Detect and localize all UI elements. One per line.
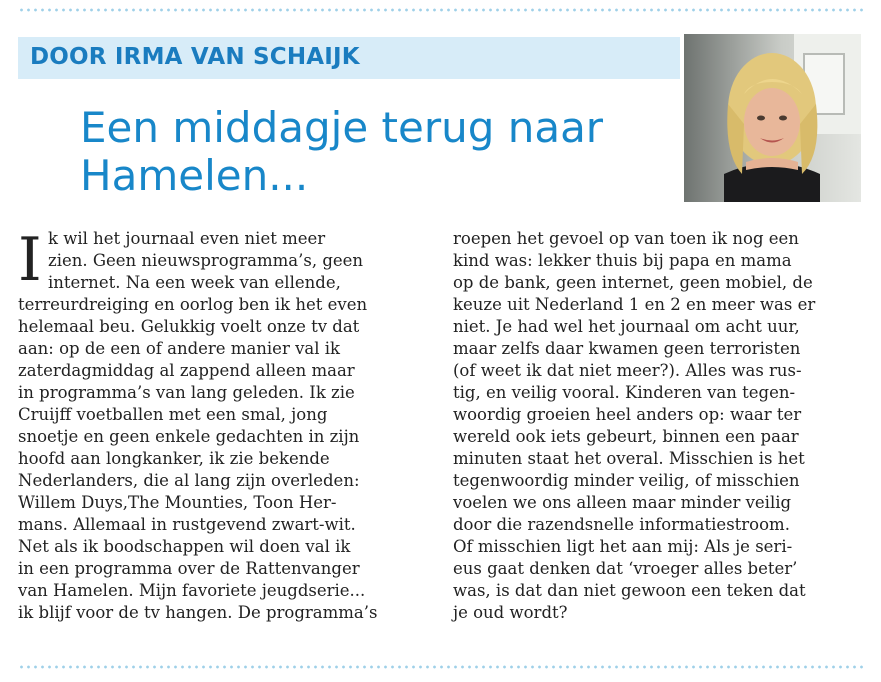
text-line: tegenwoordig minder veilig, of misschien [453,471,800,490]
text-line: niet. Je had wel het journaal om acht uur, [453,317,800,336]
headline-line-1: Een middagje terug naar [80,103,604,152]
author-photo [684,34,861,202]
text-line: hoofd aan longkanker, ik zie bekende [18,449,330,468]
text-line: roepen het gevoel op van toen ik nog een [453,229,799,248]
top-dotted-rule [18,8,863,12]
text-line: op de bank, geen internet, geen mobiel, de [453,273,813,292]
byline-text: DOOR IRMA VAN SCHAIJK [30,44,360,70]
text-line: je oud wordt? [453,603,568,622]
text-line: in programma’s van lang geleden. Ik zie [18,383,355,402]
text-line: (of weet ik dat niet meer?). Alles was rus- [453,361,802,380]
text-line: minuten staat het overal. Misschien is het [453,449,805,468]
headline-line-2: Hamelen... [80,151,309,200]
article-column-left [18,225,438,624]
text-line: aan: op de een of andere manier val ik [18,339,341,358]
author-portrait-image [684,34,861,202]
text-line: woordig groeien heel anders op: waar ter [453,405,802,424]
text-line: snoetje en geen enkele gedachten in zijn [18,427,360,446]
text-line: internet. Na een week van ellende, [48,273,341,292]
text-line: terreurdreiging en oorlog ben ik het even [18,295,368,314]
article-column-right [453,228,863,624]
text-line: tig, en veilig vooral. Kinderen van tegen- [453,383,796,402]
text-line: zaterdagmiddag al zappend alleen maar [18,361,355,380]
text-line: Nederlanders, die al lang zijn overleden: [18,471,360,490]
text-line: Net als ik boodschappen wil doen val ik [18,537,351,556]
text-line: ik blijf voor de tv hangen. De programma’s [18,603,378,622]
text-line: kind was: lekker thuis bij papa en mama [453,251,792,270]
text-line: Willem Duys,The Mounties, Toon Her- [18,493,337,512]
text-line: in een programma over de Rattenvanger [18,559,360,578]
text-line: was, is dat dan niet gewoon een teken dat [453,581,806,600]
text-line: van Hamelen. Mijn favoriete jeugdserie... [18,581,366,600]
text-line: k wil het journaal even niet meer [48,229,326,248]
text-line: zien. Geen nieuwsprogramma’s, geen [48,251,364,270]
drop-cap: I [18,225,42,295]
text-line: helemaal beu. Gelukkig voelt onze tv dat [18,317,360,336]
text-line: wereld ook iets gebeurt, binnen een paar [453,427,799,446]
headline [80,104,660,200]
text-line: Of misschien ligt het aan mij: Als je seri- [453,537,793,556]
text-line: maar zelfs daar kwamen geen terroristen [453,339,801,358]
text-line: mans. Allemaal in rustgevend zwart-wit. [18,515,356,534]
text-line: Cruijff voetballen met een smal, jong [18,405,328,424]
text-line: eus gaat denken dat ‘vroeger alles beter’ [453,559,798,578]
text-line: door die razendsnelle informatiestroom. [453,515,790,534]
bottom-dotted-rule [18,665,863,669]
byline-banner [18,37,680,79]
text-line: voelen we ons alleen maar minder veilig [453,493,792,512]
text-line: keuze uit Nederland 1 en 2 en meer was er [453,295,816,314]
